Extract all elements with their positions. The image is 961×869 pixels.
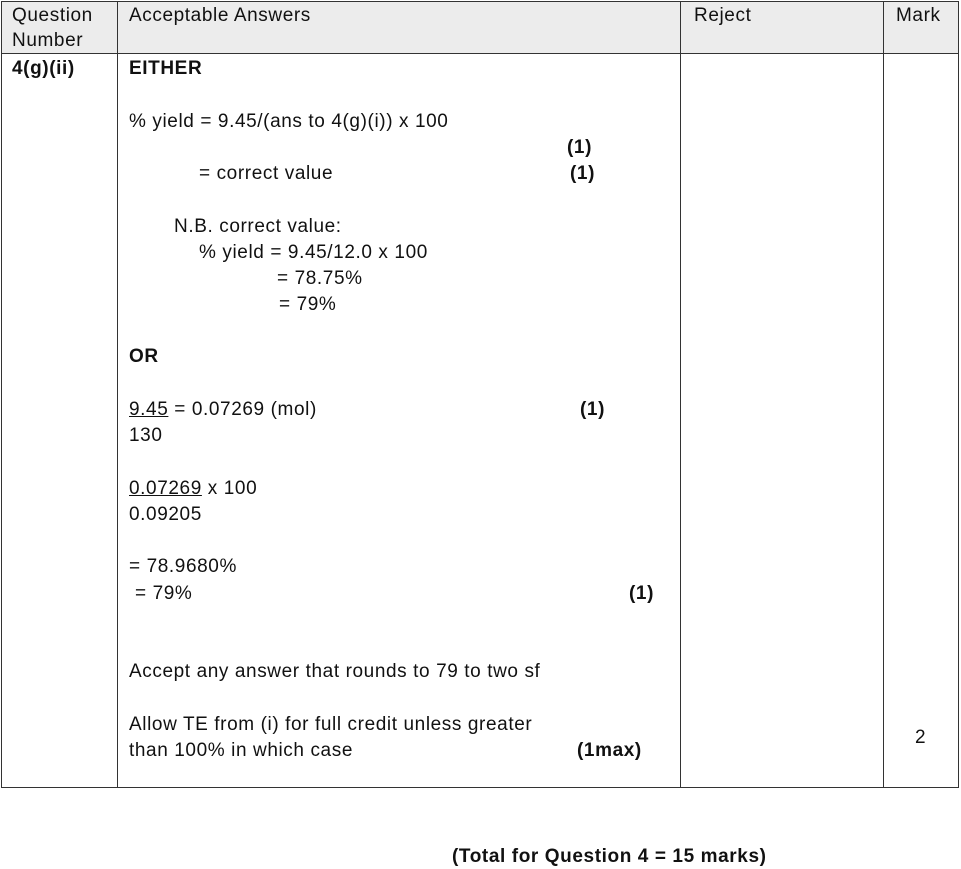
fraction-1-result: = 0.07269 (mol): [168, 399, 317, 420]
header-question-number-line2: Number: [12, 30, 84, 51]
fraction-2-multiplier: x 100: [201, 478, 258, 499]
nb-title: N.B. correct value:: [174, 216, 342, 237]
fraction-2-numerator: 0.07269: [129, 478, 202, 499]
equals-correct-value: = correct value: [199, 163, 334, 184]
question-total: (Total for Question 4 = 15 marks): [452, 846, 767, 867]
result-line-1: = 78.9680%: [129, 556, 237, 577]
mark-point-moles: (1): [580, 399, 606, 420]
fraction-2-denominator: 0.09205: [129, 504, 202, 525]
nb-line-2: = 78.75%: [277, 268, 363, 289]
fraction-1-denominator: 130: [129, 425, 163, 446]
question-number: 4(g)(ii): [12, 58, 75, 79]
result-line-2: = 79%: [135, 583, 193, 604]
nb-line-1: % yield = 9.45/12.0 x 100: [199, 242, 428, 263]
accept-note: Accept any answer that rounds to 79 to two sf: [129, 661, 541, 682]
mark-point-yield-formula: (1): [567, 137, 593, 158]
header-question-number-line1: Question: [12, 5, 93, 26]
mark-point-result: (1): [629, 583, 655, 604]
nb-line-3: = 79%: [279, 294, 337, 315]
cell-question-number: [2, 54, 118, 788]
header-mark-label: Mark: [896, 5, 941, 26]
header-reject-label: Reject: [694, 5, 752, 26]
total-mark-value: 2: [915, 727, 927, 748]
header-acceptable-answers-label: Acceptable Answers: [129, 5, 311, 26]
fraction-1: [129, 399, 317, 421]
mark-point-correct-value: (1): [570, 163, 596, 184]
fraction-1-numerator: 9.45: [129, 399, 169, 420]
allow-te-line-2: than 100% in which case: [129, 740, 353, 761]
yield-formula: % yield = 9.45/(ans to 4(g)(i)) x 100: [129, 111, 449, 132]
allow-te-line-1: Allow TE from (i) for full credit unless greater: [129, 714, 533, 735]
either-heading: EITHER: [129, 58, 203, 79]
or-heading: OR: [129, 346, 159, 367]
max-mark-note: (1max): [577, 740, 642, 761]
cell-mark: [884, 54, 959, 788]
cell-reject: [681, 54, 884, 788]
fraction-2: [129, 478, 257, 500]
